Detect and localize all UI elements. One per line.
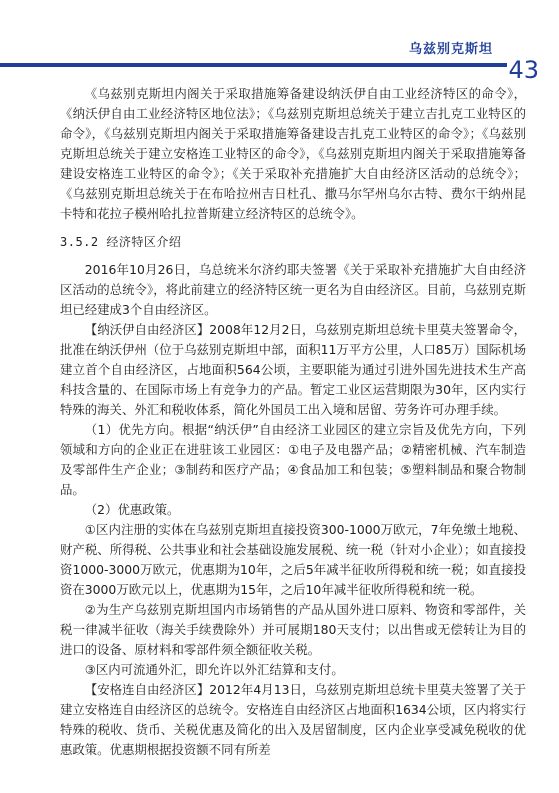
header-rule	[0, 63, 507, 67]
paragraph-angren: 【安格连自由经济区】2012年4月13日，乌兹别克斯坦总统卡里莫夫签署了关于建立安格连自由经济区的总统令。安格连自由经济区占地面积1634公顷，区内将实行特殊的税收、货币、关税优惠及简化的出入及居留制度，区内企业享受减免税收的优惠政策。优惠期根据投资额不同有所差	[60, 682, 526, 757]
page-body	[60, 84, 526, 760]
paragraph-decrees: 《乌兹别克斯坦内阁关于采取措施筹备建设纳沃伊自由工业经济特区的命令》，《纳沃伊自由工业经济特区地位法》；《乌兹别克斯坦总统关于建立吉扎克工业特区的命令》，《乌兹别克斯坦内阁关于采取措施筹备建设吉扎克工业特区的命令》；《乌兹别克斯坦总统关于建立安格连工业特区的命令》，《乌兹别克斯坦内阁关于采取措施筹备建设安格连工业特区的命令》；《关于采取补充措施扩大自由经济区活动的总统令》；《乌兹别克斯坦总统关于在布哈拉州吉日杜孔、撒马尔罕州乌尔古特、费尔干纳州昆卡特和花拉子模州哈扎拉普斯建立经济特区的总统令》。	[60, 86, 526, 221]
section-heading: 3.5.2 经济特区介绍	[60, 235, 182, 249]
page-number: 43	[508, 56, 539, 84]
paragraph-policy-3: ③区内可流通外汇，即允许以外汇结算和支付。	[84, 662, 344, 677]
paragraph-policy-1: ①区内注册的实体在乌兹别克斯坦直接投资300-1000万欧元，7年免缴土地税、财产税、所得税、公共事业和社会基础设施发展税、统一税（针对小企业）；如直接投资1000-3000万欧元，优惠期为10年，之后5年减半征收所得税和统一税；如直接投资在3000万欧元以上，优惠期为15年，之后10年减半征收所得税和统一税。	[60, 522, 526, 597]
paragraph-intro: 2016年10月26日，乌总统米尔济约耶夫签署《关于采取补充措施扩大自由经济区活动的总统令》，将此前建立的经济特区统一更名为自由经济区。目前，乌兹别克斯坦已经建成3个自由经济区。	[60, 262, 526, 317]
header-title: 乌兹别克斯坦	[408, 42, 493, 57]
paragraph-navoi: 【纳沃伊自由经济区】2008年12月2日，乌兹别克斯坦总统卡里莫夫签署命令，批准在纳沃伊州（位于乌兹别克斯坦中部，面积11万平方公里，人口85万）国际机场建立首个自由经济区，占地面积564公顷，主要职能为通过引进外国先进技术生产高科技含量的、在国际市场上有竞争力的产品。暂定工业区运营期限为30年，区内实行特殊的海关、外汇和税收体系，简化外国员工出入境和居留、劳务许可办理手续。	[60, 322, 526, 417]
paragraph-policy: （2）优惠政策。	[84, 502, 180, 517]
paragraph-priority: （1）优先方向。根据“纳沃伊”自由经济工业园区的建立宗旨及优先方向，下列领域和方向的企业正在进驻该工业园区：①电子及电器产品；②精密机械、汽车制造及零部件生产企业；③制药和医疗产品；④食品加工和包装；⑤塑料制品和聚合物制品。	[60, 422, 526, 497]
paragraph-policy-2: ②为生产乌兹别克斯坦国内市场销售的产品从国外进口原料、物资和零部件，关税一律减半征收（海关手续费除外）并可展期180天支付；以出售或无偿转让为目的进口的设备、原材料和零部件须全额征收关税。	[60, 602, 526, 657]
